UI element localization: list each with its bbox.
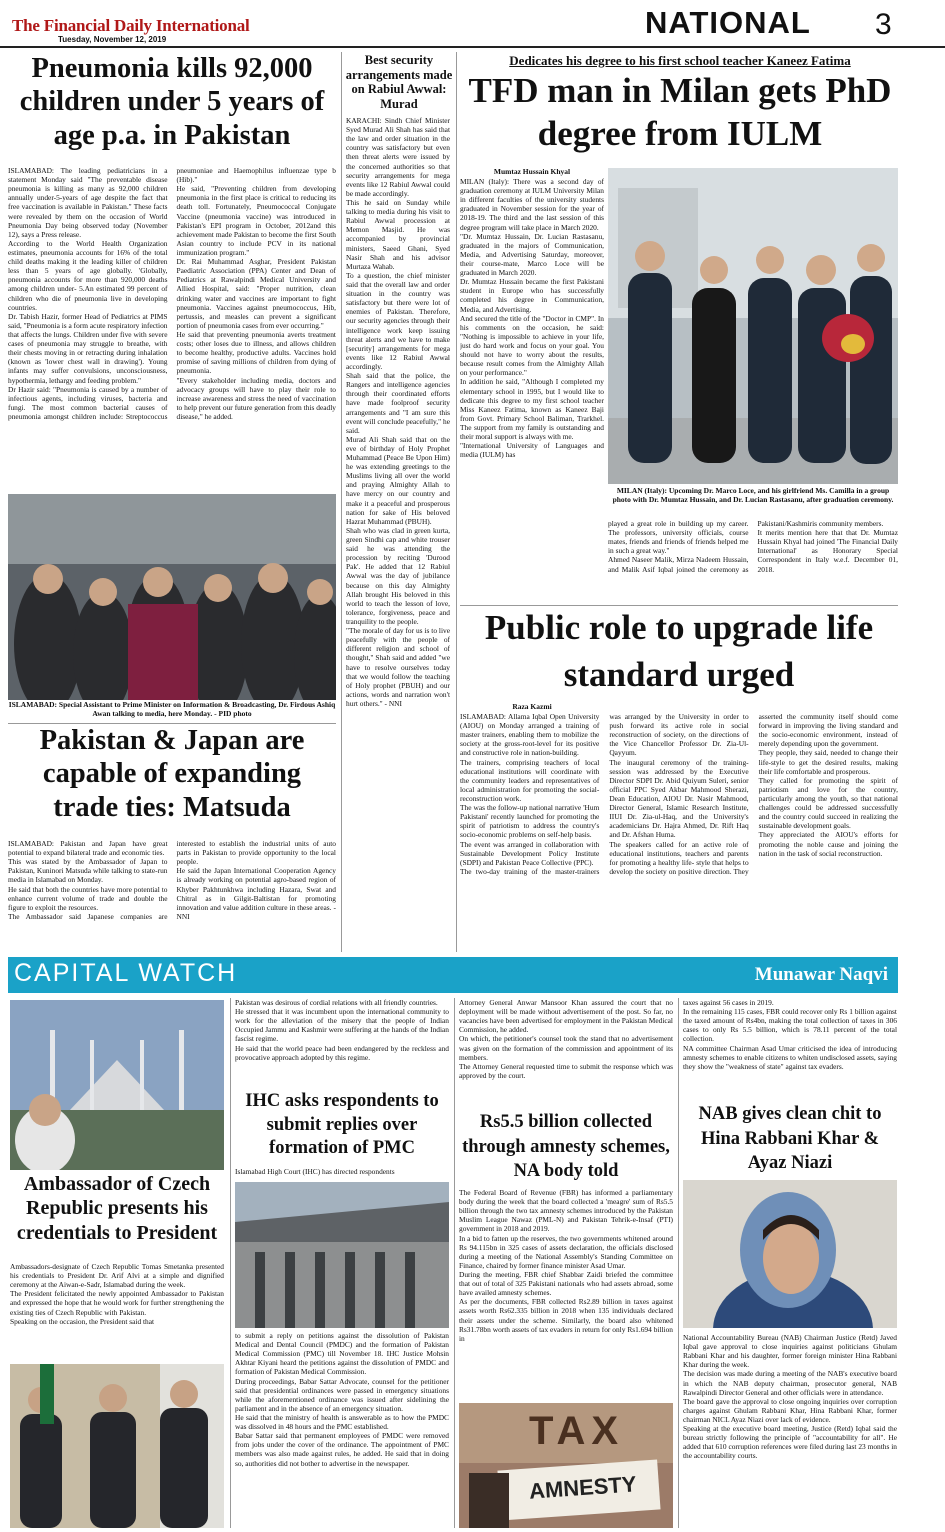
tax-amnesty-photo <box>459 1403 673 1528</box>
article-phd-byline: Mumtaz Hussain Khyal <box>493 167 571 176</box>
article-nab-headline: NAB gives clean chit to Hina Rabbani Khar & Ayaz Niazi <box>698 1104 882 1174</box>
amnesty-sign-text: AMNESTY <box>528 1471 638 1504</box>
article-pneumonia-headline: Pneumonia kills 92,000 children under 5 years of age p.a. in Pakistan <box>19 53 325 151</box>
article-ihc-headline: IHC asks respondents to submit replies over formation of PMC <box>245 1091 439 1159</box>
article-ihc-body-intro: Islamabad High Court (IHC) has directed respondents <box>235 1167 395 1176</box>
page-header <box>0 0 945 48</box>
issue-date: Tuesday, November 12, 2019 <box>58 35 167 44</box>
article-ihc-body: to submit a reply on petitions against the dissolution of Pakistan Medical and Dental Council (PMDC) and the formation of Pakistan Medical Commission (PMC) till November 18. IHC Justice Mohsin Akhtar Kiyani heard the petitions against the dissolution of PMDC and formation of Pakistan Medical Commission. During proceedings, Babar Sattar Advocate, counsel for the petitioner said that presidential ordinances were passed in emergency situations while the aforementioned ordinance was issued after sidelining the parliament and in the absence of an emergency situation. He said that the ministry of health is answerable as to how the PMDC was dissolved in 48 hours and the PMC established. Babar Sattar said that permanent employees of PMDC were removed from jobs under the cover of the ordinance. The appointment of PMC members was also made against rules, he added. He said that in doing so, authorities did not bother to advertise in the newspaper. <box>235 1331 449 1468</box>
article-japan-body: ISLAMABAD: Pakistan and Japan have great potential to expand bilateral trade and economic ties. This was stated by the Ambassador of Japan to Pakistan, Kuninori Matsuda while talking to state-run media in Islamabad on Monday. He said that both the countries have more potential to enhance current volume of trade and double the figure to exploit the resources. The Ambassador said Japanese companies are interested to establish the industrial units of auto parts in Pakistan to provide opportunity to the local people. He said the Japan International Cooperation Agency is already working on potential agro-based region of Khyber Pakhtunkhwa including Hazara, Swat and Chitral as in Gilgit-Baltistan for promoting innovation and value addition culture in these areas. - NNI <box>8 839 336 921</box>
article-phd-body-continued: played a great role in building up my career. The professors, university officials, course mates, friends and friends of friends helped me in such a great way." Ahmed Naseer Malik, Mirza Nadeem Hussain, and Malik Asif Iqbal joined the ceremony as Pakistani/Kashmiris community members. It merits mention here that that Dr. Mumtaz Hussain Khyal had joined 'The Financial Daily International' as Honorary Special Correspondent in Italy w.e.f. December 01, 2018. <box>608 519 898 574</box>
article-ihc-body-continued: Attorney General Anwar Mansoor Khan assured the court that no deployment will be made without advertisement of the post. So far, no vacancies have been advertised for employment in the Pakistan Medical Commission, he added. On which, the petitioner's counsel took the stand that no advertisement was given on the formation of the commission and appointment of its members. The Attorney General requested time to submit the response which was approved by the court. <box>459 998 673 1080</box>
graduation-photo-caption: MILAN (Italy): Upcoming Dr. Marco Loce, and his girlfriend Ms. Camilla in a group photo with Dr. Mumtaz Hussain, and Dr. Lucian Rastasanu, after graduation ceremony. <box>612 486 894 504</box>
article-japan-headline: Pakistan & Japan are capable of expanding trade ties: Matsuda <box>39 725 305 823</box>
graduation-group-photo <box>608 168 898 484</box>
article-public-role-byline: Raza Kazmi <box>512 702 552 711</box>
masthead: The Financial Daily International <box>12 16 250 35</box>
article-amnesty-body-continued: taxes against 56 cases in 2019. In the remaining 115 cases, FBR could recover only Rs 1 billion against the taxed amount of Rs4bn, making the total collection of taxes in 306 cases to only Rs 5.5 billion, which is 78.11 percent of the total collection. NA committee Chairman Asad Umar criticised the idea of introducing amnesty schemes to enable citizens to whiten undisclosed assets, saying they show the "weakness of state" against tax evaders. <box>683 998 897 1071</box>
page-number: 3 <box>875 8 892 41</box>
capital-watch-title: CAPITAL WATCH <box>14 959 238 987</box>
portrait-illustration <box>683 1180 897 1328</box>
article-murad-body: KARACHI: Sindh Chief Minister Syed Murad Ali Shah has said that the law and order situation in the country was satisfactory but even then threat alerts were issued by the concerned authorities so that security arrangements for mega events like 12 Rabiul Awwal could be made accordingly. This he said on Sunday while talking to media during his visit to Rabiul Awwal procession at Memon Masjid. He was accompanied by provincial ministers, Saeed Ghani, Syed Nasir Shah and his advisor Murtaza Wahab. To a question, the chief minister said that the overall law and order situation in the country was satisfactory but there were lot of enemies of Pakistan. Therefore, our security agencies through their intelligence work keep issuing threat alerts and we have to make [security] arrangements for mega events like 12 Rabiul Awwal accordingly. Shah said that the police, the Rangers and intelligence agencies through their coordinated efforts have made foolproof security arrangements and "I am sure this event will conclude peacefully," he said. Murad Ali Shah said that on the eve of birthday of Holy Prophet Muhammad (Peace Be Upon Him) he was extending greetings to the Muslims living all over the world and praying Almighty Allah to have mercy on our country and make it a peaceful and prosperous nation for sake of His beloved Hazrat Muhammad (PBUH). Shah who was clad in green kurta, green Sindhi cap and white trouser said he was attending the procession by reciting 'Durood Pak'. He added that 12 Rabiul Awwal was the day of jubilance because on this day Almighty Allah brought His beloved in this world to teach the lesson of love, tolerance, forgiveness, peace and tranquility to the people. "The morale of day for us is to live peacefully with the people of different religion and school of thought," Shah said and added "we have to resolve ourselves today that we would follow the teaching of Holy prophet (PBUH) and our actions, words and narration won't hurt others." - NNI <box>346 116 450 708</box>
crowd-photo-illustration <box>8 494 336 700</box>
article-public-role-body: ISLAMABAD: Allama Iqbal Open University (AIOU) on Monday arranged a training of master trainers, enabling them to mobilize the society at the gross-root-level for its positive and constructive role in nation-building. The trainers, comprising teachers of local educational institutions will coordinate with the community leaders and representatives of local administration for promoting the social-reconstruction work. The was the follow-up national narrative 'Hum Pakistani' recently launched for promoting the spirit of patriotism to address the country's socio-economic problems on self-help basis. The event was arranged in collaboration with Sustainable Development Policy Institute (SDPI) and Pakistan Peace Collective (PPC). The two-day training of the master-trainers was arranged by the University in order to push forward its active role in social reconstruction of society, on the directions of the Vice Chancellor Professor Dr. Zia-Ul-Qayyum. The inaugural ceremony of the training-session was addressed by the Executive Director SDPI Dr. Abid Quiyum Suleri, senior official PPC Syed Akbar Mahmood Sherazi, Dean Education, AIOU Dr. Nasir Mahmood, Director General, Islamic Research Institute, IIUI Dr. Zia-ul-Haq, and the University's academicians Dr. Hajra Ahmed, Dr. Rift Haq and Dr. Afshan Huma. The speakers called for an active role of educational institutions, teachers and parents for promoting a healthy life- style that helps to develop the society on positive direction. They asserted the community itself should come forward in improving the living standard and the socio-economic environment, instead of merely depending upon the government. They people, they said, needed to change their life-style to get the desired results, making their life comfortable and prosperous. They called for promoting the spirit of patriotism and love for the country, particularly among the youth, so that national challenges could be addressed successfully and the country could succeed in realizing the sustainable development goals. They appreciated the AIOU's efforts for promoting the noble cause and joining the nation in the task of social reconstruction. <box>460 712 898 876</box>
capital-watch-banner <box>8 957 898 993</box>
credentials-ceremony-photo <box>10 1364 224 1528</box>
article-phd-headline: TFD man in Milan gets PhD degree from IULM <box>468 71 892 153</box>
article-czech-body: Ambassadors-designate of Czech Republic Tomas Smetanka presented his credentials to President Dr. Arif Alvi at a simple and dignified ceremony at the Aiwan-e-Sadr, Islamabad during the week. The President felicitated the newly appointed Ambassador to Pakistan and expressed the hope that he would work for further strengthening the existing ties of Czech Republic with Pakistan. Speaking on the occasion, the President said that <box>10 1262 224 1326</box>
article-amnesty-body: The Federal Board of Revenue (FBR) has informed a parliamentary body during the week that the board collected a 'meagre' sum of Rs5.5 billion through the two tax amnesty schemes introduced by the Pakistan Muslim League Nawaz (PML-N) and Pakistan Tehrik-e-Insaf (PTI) government in 2018 and 2019. In a bid to fatten up the reserves, the two governments whitened around Rs 94.115bn in 325 cases of assets declaration, the officials disclosed during a meeting of the National Assembly's Standing Committee on Finance, chaired by former finance minister Asad Umar. During the meeting, FBR chief Shabbar Zaidi briefed the committee that out of total of 325 Pakistani nationals who had assets abroad, some have availed amnesty schemes. As per the documents, FBR collected Rs2.89 billion in taxes against assets worth Rs62.335 billion in 2018 when 135 individuals declared their assets under the scheme. Similarly, the board also whitened Rs31.78bn worth assets of tax evaders in return for only Rs1.694 billion in <box>459 1188 673 1343</box>
mosque-photo-illustration <box>10 1000 224 1170</box>
columnist-name: Munawar Naqvi <box>754 964 888 985</box>
press-photo-media-talk <box>8 494 336 700</box>
graduation-photo-illustration <box>608 168 898 484</box>
press-photo-caption: ISLAMABAD: Special Assistant to Prime Minister on Information & Broadcasting, Dr. Firdous Ashiq Awan talking to media, here Monday. - PID photo <box>8 700 336 718</box>
article-phd-body: MILAN (Italy): There was a second day of graduation ceremony at IULM University Milan in different faculties of the university students graduated in November session for the year of 2018-19. The third and the last session of this degree program will take place in March 2020. "Dr. Mumtaz Hussain, Dr. Lucian Rastasanu, graduated in the majors of Communication, Media, and Advertising Saturday, moreover, their course-mate, Marco Loce will be graduated in March 2020. Dr. Mumtaz Hussain became the first Pakistani student in Europe who has successfully completed his degree in Communication, Media, and Advertising. And secured the title of the "Doctor in CMP". In his comments on the occasion, he said: "Nothing is impossible to achieve in your life, just do hard work and focus on your goal. You should not have to worry about the results, because result comes from the Almighty Allah on your performance." In addition he said, "Although I completed my elementary school in 1995, but I would like to dedicate this degree to my first school teacher Miss Kaneez Fatima, known as Kaneez Baji from Govt. Primary School Baliman, Trarkhel. The support from my family is outstanding and their moral support is always with me. "International University of Languages and media (IULM) has <box>460 177 604 460</box>
section-title: NATIONAL <box>645 5 811 40</box>
article-phd-kicker: Dedicates his degree to his first school teacher Kaneez Fatima <box>509 53 851 68</box>
hina-rabbani-khar-photo <box>683 1180 897 1328</box>
court-building-illustration <box>235 1182 449 1328</box>
ihc-building-photo <box>235 1182 449 1328</box>
tax-sign-text: TAX <box>529 1409 625 1453</box>
article-czech-body-continued: Pakistan was desirous of cordial relations with all friendly countries. He stressed that it was incumbent upon the international community to work for the alleviation of the misery that the people of Indian Occupied Jammu and Kashmir were suffering at the hands of the Indian fascist regime. He said that the world peace had been endangered by the reckless and provocative approach adopted by this regime. <box>235 998 449 1062</box>
ceremony-photo-illustration <box>10 1364 224 1528</box>
article-pneumonia-body: ISLAMABAD: The leading pediatricians in a statement Monday said "The preventable disease pneumonia is killing as many as 92,000 children annually under-5-years of age despite the fact that free vaccination is available in Pakistan." These facts were revealed by them on the occasion of World Pneumonia Day being observed today (November 12), says a Press release. According to the World Health Organization estimates, pneumonia accounts for 16% of the total child deaths making it the leading killer of children less than 5 years of age globally. 'Globally, pneumonia accounts for more than 920,000 deaths among children under- 5.An estimated 99 percent of children who die of pneumonia live in developing countries. Dr. Tabish Hazir, former Head of Pediatrics at PIMS said, "Pneumonia is a form acute respiratory infection that affects the lungs. Children under five with severe cases of pneumonia may struggle to breathe, with their chests moving in or retracting during inhalation (known as 'lower chest wall in drawing'). Young infants may suffer convulsions, unconsciousness, hypothermia, lethargy and feeding problem." Dr Hazir said: "Pneumonia is caused by a number of infectious agents, including viruses, bacteria and fungi. The most common bacterial causes of pneumonia amongst children include: Streptococcus pneumoniae and Haemophilus influenzae type b (Hib)." He said, "Preventing children from developing pneumonia in the first place is critical to reducing its death toll. Fortunately, Pneumococcal Conjugate Vaccine (pneumonia vaccine) was introduced in Pakistan's EPI program in October, 2012and this achievement made Pakistan to become the first South Asian country to include PCV in its national immunization program." Dr. Rai Muhammad Asghar, President Pakistan Paediatric Association (PPA) Center and Dean of Pediatrics at Rawalpindi Medical University and Allied Hospital, said: "Proper nutrition, clean drinking water and vaccines are important to fight pneumonia. Vaccines against pneumococcus, Hib, pertussis, and measles can prevent a significant portion of pneumonia cases from ever occurring." He said that preventing pneumonia averts treatment costs; other loses due to illness, and allows children to become healthy, productive adults. Vaccines hold promise of saving millions of children from dying of pneumonia. "Every stakeholder including media, doctors and advocacy groups will have to play their role to increase awareness and stress the need of vaccination to help prevent our future generation from this deadly disease," he added. <box>8 166 336 421</box>
article-public-role-headline: Public role to upgrade life standard urged <box>484 608 874 695</box>
article-amnesty-headline: Rs5.5 billion collected through amnesty schemes, NA body told <box>462 1112 670 1182</box>
article-czech-headline: Ambassador of Czech Republic presents his credentials to President <box>16 1173 218 1244</box>
article-murad-headline: Best security arrangements made on Rabiul Awwal: Murad <box>345 53 453 111</box>
islamabad-mosque-photo <box>10 1000 224 1170</box>
article-nab-body: National Accountability Bureau (NAB) Chairman Justice (Retd) Javed Iqbal gave approval to close inquiries against politicians Ghulam Rabbani Khar and his daughter, former foreign minister Hina Rabbani Khar during the week. The decision was made during a meeting of the NAB's executive board in which the NAB deputy chairman, prosecutor general, NAB Rawalpindi Director General and other officials were in attendance. The board gave the approval to close ongoing inquiries over corruption charges against Ghulam Rabbani Khar, Hina Rabbani Khar, former chairman NICL Ayaz Niazi over lack of evidence. Speaking at the executive board meeting, Justice (Retd) Iqbal said the bureau strictly following the principle of "accountability for all". He added that 610 corruption references were filed during last 23 months in the accountability courts. <box>683 1333 897 1461</box>
